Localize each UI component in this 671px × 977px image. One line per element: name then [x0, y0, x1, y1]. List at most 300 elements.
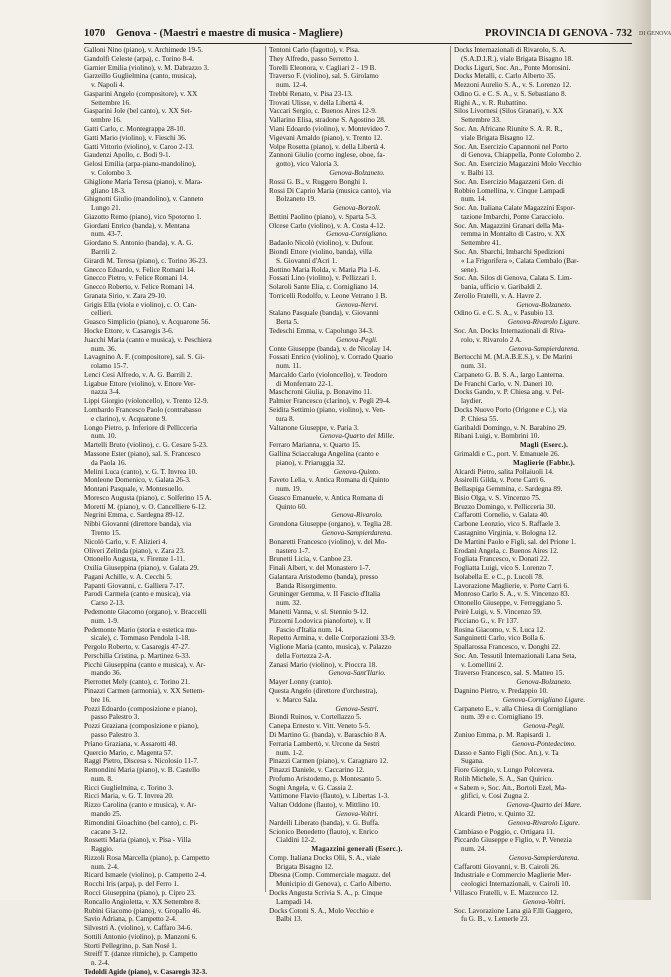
locality-heading: Genova-Cornigliano Ligure. [502, 695, 586, 704]
entry: Massone Ester (piano), sal. S. Francesco [84, 449, 201, 458]
column-2 [269, 46, 445, 924]
locality-heading: Genova-Bolzaneto. [329, 168, 385, 177]
entry: Montani Pasquale, v. Montesuello. [84, 485, 184, 494]
page-header [84, 28, 632, 42]
entry: Tentoni Carlo (fagotto), v. Pisa. [269, 46, 360, 54]
entry: Biondi Ettore (violino, banda), villa [269, 247, 373, 256]
entry: Ricci Guglielmina, c. Torino 3. [84, 783, 174, 792]
entry: Fiore Giorgio, v. Lungo Polcevera. [454, 766, 555, 775]
entry-continuation: gotto), vico Valoria 3. [276, 160, 339, 169]
entry-continuation: num. 19. [276, 485, 302, 494]
entry-continuation: fu G. B., v. Lemerle 23. [461, 915, 530, 924]
entry-continuation: Lungo 21. [91, 204, 121, 213]
entry: Giordani Enrico (banda), v. Mentana [84, 221, 190, 230]
entry: De Martini Paolo e Figli, sal. del Prione 1. [454, 537, 576, 546]
entry: Trebbi Renato, v. Pisa 23-13. [269, 89, 353, 98]
entry: Lombardo Francesco Paolo (contrabasso [84, 406, 202, 415]
locality-heading: Genova-Quinto. [333, 467, 381, 476]
entry-continuation: n. 2-4. [91, 959, 110, 968]
entry: Rolih Michele, S. A., San Quirico. [454, 774, 554, 783]
entry: Solaroli Sante Elia, c. Cornigliano 14. [269, 283, 379, 292]
entry-continuation: Quinto 60. [276, 502, 307, 511]
entry-continuation: S. Giovanni d'Acri 1. [276, 256, 337, 265]
entry: Isolabella E. e C., p. Lucoli 78. [454, 572, 544, 581]
entry: Silvestri A. (violino), v. Caffaro 34-6. [84, 924, 193, 933]
entry: Pagani Achille, v. A. Cecchi 5. [84, 572, 172, 581]
entry-continuation: v. Napoli 4. [91, 81, 125, 90]
entry: Moretti M. (piano), v. O. Cancelliere 6-12. [84, 502, 207, 511]
entry: Gaudenzi Apollo, c. Bodi 9-1. [84, 151, 171, 160]
entry: Lenci Cesi Alfredo, v. A. G. Barrili 2. [84, 370, 193, 379]
entry-continuation: Berta 5. [276, 318, 299, 327]
entry: Stalano Pasquale (banda), v. Giovanni [269, 309, 379, 318]
entry: Galloni Nino (piano), v. Archimede 19-5. [84, 46, 203, 54]
entry: Assirelli Gilda, v. Porte Carri 6. [454, 476, 546, 485]
entry: Bonaretti Francesco (violino), v. del Mo- [269, 537, 387, 546]
entry: Manetti Vanna, v. sl. Stennio 9-12. [269, 608, 369, 616]
entry-continuation: tura 8. [276, 414, 295, 423]
entry: Carpaneto G. B. S. A., largo Lanterna. [454, 370, 565, 379]
entry-continuation: num. 1-9. [91, 616, 119, 625]
locality-heading: Genova-Bolzaneto. [516, 678, 572, 687]
entry-continuation: bania, ufficio v. Garibaldi 2. [461, 283, 543, 292]
entry: Rossi Di Caprio Maria (musica canto), via [269, 186, 391, 195]
entry: Granata Sirio, v. Zara 29-10. [84, 291, 167, 300]
entry-continuation: Settembre 33. [461, 116, 501, 125]
entry-continuation: « La Frigorifera », Calata Cembalo (Bar- [461, 256, 579, 265]
entry: Carpaneto E., v. alla Chiesa di Cornigliano [454, 704, 578, 713]
entry-continuation: num. 43-7. [91, 230, 123, 239]
entry: Streiff T. (danze ritmiche), p. Campetto [84, 950, 198, 959]
entry: De Franchi Carlo, v. N. Daneri 10. [454, 379, 554, 388]
entry: Docks Nuovo Porto (Origone e C.), via [454, 406, 567, 415]
entry: Hocke Ettore, v. Casaregis 3-6. [84, 327, 174, 335]
column-divider [265, 46, 266, 892]
entry: Odino G. e C. S. A., v. S. Sebastiano 8. [454, 89, 567, 98]
entry: Docks Liguri, Soc. An., Ponte Morosini. [454, 63, 571, 72]
entry: Docks Metalli, c. Carlo Alberto 35. [454, 72, 556, 81]
entry: Viani Edoardo (violino), v. Montevideo 7. [269, 125, 390, 134]
entry: Gnecco Edoardo, v. Felice Romani 14. [84, 265, 196, 274]
locality-heading: Genova-Pegli. [336, 335, 378, 344]
entry: Juacchi Maria (canto e musica), v. Peschiera [84, 335, 212, 344]
entry: Tedeschi Emma, v. Capolungo 34-3. [269, 327, 374, 335]
entry: Soc. An. Esercizio Magazzeni Gen. di [454, 177, 564, 186]
column-divider [450, 46, 451, 892]
entry: Giordano S. Antonio (banda), v. A. G. [84, 239, 194, 248]
entry: Monroso Carlo S. A., v. S. Vincenzo 83. [454, 590, 570, 599]
entry: Soc. An. Sbarchi, Imbarchi Spedizioni [454, 247, 565, 256]
entry: Traverso F. (violino), sal. S. Girolamo [269, 72, 379, 81]
entry-continuation: v. Lomellini 2. [461, 660, 504, 669]
entry: Lavorazione Maglierie, v. Porte Carri 6. [454, 581, 569, 590]
entry: Garzeillo Guglielmina (canto, musica), [84, 72, 197, 81]
entry: Caffarotti Cornelio, v. Galata 40. [454, 511, 549, 520]
entry: Caffarotti Giovanni, v. B. Cairoli 26. [454, 862, 560, 871]
entry: Priano Graziana, v. Assarotti 48. [84, 739, 178, 748]
entry-continuation: Settembre 16. [91, 98, 131, 107]
entry: Soc. An. Docks Internazionali di Riva- [454, 327, 566, 335]
entry: Torricelli Rodolfo, v. Leone Vetrano 1 B. [269, 291, 388, 300]
entry: Mayer Lonny (canto). [269, 678, 333, 687]
entry-continuation: v. Balbi 13. [461, 168, 495, 177]
entry: Conte Giuseppe (banda), v. de Nicolay 14. [269, 344, 392, 353]
entry-continuation: Carso 2-13. [91, 599, 125, 608]
locality-heading: Genova-Sestri. [335, 704, 379, 713]
entry: Zanasi Mario (violino), v. Pioccra 18. [269, 660, 378, 669]
locality-heading: Genova-Quarto dei Mille. [319, 432, 395, 441]
entry: Marcaldo Carlo (violoncello), v. Teodoro [269, 370, 388, 379]
entry-continuation: rolamo 15-7. [91, 362, 129, 371]
entry: Pinazzi Carmen (piano), v. Caragnaro 12. [269, 757, 389, 766]
entry: Rubini Giacomo (piano), v. Gropallo 46. [84, 906, 201, 915]
entry-continuation: ceologici Internazionali, v. Cairoli 10. [461, 880, 571, 889]
entry: Zerollo Fratelli, v. A. Havre 2. [454, 291, 542, 300]
entry-continuation: piano), v. Priaruggia 32. [276, 458, 346, 467]
entry: Rossetti Maria (piano), v. Pisa - Villa [84, 836, 191, 845]
entry: Comp. Italiana Docks Olii, S. A., viale [269, 853, 381, 862]
entry: Traverso Francesco, sal. S. Matteo 15. [454, 669, 565, 678]
entry-continuation: cacane 3-12. [91, 827, 128, 836]
entry-continuation: v. Marco Sala. [276, 695, 318, 704]
entry: Castagnino Virginia, v. Bologna 12. [454, 528, 557, 537]
entry: Valtan Oddone (flauto), v. Mittlino 10. [269, 801, 380, 810]
entry: Soc. Lavorazione Lana già F.lli Gaggero, [454, 906, 573, 915]
entry: Sottili Antonio (violino), p. Manzoni 6. [84, 932, 198, 941]
entry: Guasco Emanuele, v. Antica Romana di [269, 493, 384, 502]
entry: Volpe Rosetta (piano), v. della Libertà 4. [269, 142, 386, 151]
entry: Faveto Lelia, v. Antica Romana di Quinto [269, 476, 390, 485]
entry: Galantara Aristodemo (banda), presso [269, 572, 378, 581]
entry: Gnecco Pietro, v. Felice Romani 14. [84, 274, 189, 283]
entry: Gandolfi Celeste (arpa), c. Torino 8-4. [84, 54, 194, 63]
entry-continuation: num. 36. [91, 344, 117, 353]
entry: Savio Adriana, p. Campetto 2-4. [84, 915, 177, 924]
entry: Bertocchi M. (M.A.B.E.S.), v. De Marini [454, 353, 573, 362]
entry-continuation: Trento 15. [91, 528, 121, 537]
entry: Silos Livornesi (Silos Granari), v. XX [454, 107, 564, 116]
entry: Docks Cotoni S. A., Molo Vecchio e [269, 906, 374, 915]
entry: Trovati Ulisse, v. della Libertà 4. [269, 98, 364, 107]
entry: Profumo Aristodemo, p. Montesanto 5. [269, 774, 382, 783]
entry: Finali Albert, v. del Monastero 1-7. [269, 564, 371, 573]
entry: Fogliata Francesco, v. Donati 22. [454, 555, 550, 564]
entry: Zuniuo Emma, p. M. Rapisardi 1. [454, 730, 551, 739]
entry: Grondona Giuseppe (organo), v. Teglia 28. [269, 520, 392, 529]
entry: Ligabue Ettore (violino), v. Ettore Ver- [84, 379, 196, 388]
entry: Docks Angusta Scrivia S. A., p. Cinque [269, 889, 383, 897]
entry-continuation: Cialdini 12-2. [276, 836, 316, 845]
entry: Fogliatta Luigi, vico S. Lorenzo 7. [454, 564, 554, 573]
entry: Gallina Sciaccaluga Angelina (canto e [269, 449, 379, 458]
entry-continuation: gliano 18-3. [91, 186, 126, 195]
entry: Canepa Ernesto v. Vitt. Veneto 5-5. [269, 722, 371, 731]
entry-continuation: num. 32. [276, 599, 302, 608]
entry: Sogni Angela, v. G. Cassia 2. [269, 783, 353, 792]
entry-continuation: remma in Montalto di Castro, v. XX [461, 230, 566, 239]
entry-continuation: di Monferrato 22-1. [276, 379, 333, 388]
entry: Sanguinetti Carlo, vico Bolla 6. [454, 634, 546, 643]
entry: Ribani Luigi, v. Bombrini 10. [454, 432, 540, 441]
entry: Gatti Vittorio (violino), v. Caroo 2-13. [84, 142, 194, 151]
locality-heading: Genova-Rivarolo Ligure. [507, 318, 581, 327]
entry-continuation: Bolzaneto 19. [276, 195, 316, 204]
entry: Nardelli Liberato (banda), v. G. Buffa. [269, 818, 380, 827]
entry: Oxilia Giuseppina (piano), v. Galata 29. [84, 564, 199, 573]
entry: Pizzorni Lodovica pianoforte), v. II [269, 616, 371, 625]
entry: « Sabem », Soc. An., Bortoli Ezel, Ma- [454, 783, 567, 792]
entry-continuation: Banda Risorgimento. [276, 581, 337, 590]
page-number-left: 1070 [84, 28, 106, 39]
entry: Peirè Luigi, v. S. Vincenzo 59. [454, 608, 542, 616]
entry: Vaccari Sergio, c. Buenos Aires 12-9. [269, 107, 377, 116]
entry-continuation: glifici, v. Cosi Zugna 2. [461, 792, 530, 801]
entry: Martelli Bruto (violino), c. G. Cesare 5-23. [84, 441, 208, 450]
entry-continuation: Sugana. [461, 757, 484, 766]
entry: Ghignotti Giulio (mandolino), v. Canneto [84, 195, 204, 204]
entry-continuation: sene). [461, 265, 478, 274]
entry: Pierrottet Mely (canto), c. Torino 21. [84, 678, 190, 687]
locality-heading: Genova-Sampierdarena. [321, 528, 393, 537]
locality-heading: Genova-Borzoli. [333, 204, 381, 213]
locality-heading: Genova-Sampierdarena. [508, 344, 580, 353]
locality-heading: Genova-Sampierdarena. [508, 853, 580, 862]
entry: Rocchi Iris (arpa), p. del Ferro 1. [84, 880, 179, 889]
entry-continuation: rolo, v. Rivarolo 2 A. [461, 335, 522, 344]
entry: Palmier Francesco (clarino), v. Pegli 29-4. [269, 397, 391, 406]
locality-heading: Genova-Voltri. [522, 897, 566, 906]
entry: Odino G. e C. S. A., v. Pasubio 13. [454, 309, 554, 318]
entry-continuation: e clarino), v. Acquarone 9. [91, 414, 167, 423]
entry: Gruninger Gemma, v. II Fascio d'Italia [269, 590, 381, 599]
entry-continuation: nazza 3-4. [91, 388, 121, 397]
entry: Badaolo Nicolò (violino), v. Dufour. [269, 239, 374, 248]
entry: Pinazzi Carmen (armonia), v. XX Settem- [84, 687, 205, 696]
entry: Nibbi Giovanni (direttore banda), via [84, 520, 192, 529]
entry: Pergolo Roberto, v. Casaregis 47-27. [84, 643, 190, 652]
entry: Biondi Ruinos, v. Cortellazzo 5. [269, 713, 362, 722]
entry: Vigevani Arnaldo (piano), v. Trento 12. [269, 133, 383, 142]
entry-continuation: mando 25. [91, 809, 122, 818]
entry: Ferraria Lambertò, v. Urcone da Sestri [269, 739, 380, 748]
entry: Guasco Simplicio (piano), v. Acquarone 56. [84, 318, 211, 327]
entry: Girardi M. Teresa (piano), c. Torino 36-23. [84, 256, 208, 265]
entry-continuation: num. 2-4. [91, 862, 119, 871]
entry-continuation: Fascio d'Italia num. 14. [276, 625, 344, 634]
entry: Gasparini Jole (bel canto), v. XX Set- [84, 107, 193, 116]
entry-continuation: Settembre 41. [461, 239, 501, 248]
entry-continuation: num. 39 e c. Cornigliano 19. [461, 713, 544, 722]
entry: Pozzi Edoardo (composizione e piano), [84, 704, 198, 713]
entry: Remondini Maria (piano), v. B. Castello [84, 766, 200, 775]
entry-continuation: tazione Imbarchi, Ponte Caracciolo. [461, 212, 565, 221]
entry: Carbone Leonzio, vico S. Raffaele 3. [454, 520, 561, 529]
entry: Di Martino G. (banda), v. Baraschio 8 A. [269, 730, 387, 739]
entry: Dagnino Pietro, v. Predappio 10. [454, 687, 548, 696]
entry: Cambiaso e Poggio, c. Ortigara 11. [454, 827, 555, 836]
entry-continuation: Lampadi 14. [276, 897, 313, 906]
entry: Piccardo Giuseppe e Figlio, v. P. Venezia [454, 836, 572, 845]
locality-heading: Genova-Nervi. [335, 300, 379, 309]
entry-continuation: (S.A.D.I.R.), viale Brigata Bisagno 18. [461, 54, 573, 63]
entry-continuation: num. 8. [91, 774, 113, 783]
entry-continuation: mando 36. [91, 669, 122, 678]
entry: Industriale e Commercio Maglierie Mer- [454, 871, 572, 880]
entry: Robbio Lomellina, v. Cinque Lampadi [454, 186, 565, 195]
entry: Rossi G. B., v. Ruggero Bonghi 1. [269, 177, 368, 186]
entry: Garnier Emilia (violino), v. M. Dabrazzo 3. [84, 63, 209, 72]
entry: Dasso e Santo Figli (Soc. An.), v. Ta [454, 748, 559, 757]
entry-continuation: Barrili 2. [91, 247, 117, 256]
entry: Monleone Domenico, v. Galata 26-3. [84, 476, 191, 485]
entry: Storti Pellegrino, p. San Nosé 1. [84, 941, 177, 950]
locality-heading: Genova-Voltri. [335, 809, 379, 818]
entry: Viglione Maria (canto, musica), v. Palazzo [269, 643, 392, 652]
entry: Soc. An. Esercizio Magazzini Molo Vecchio [454, 160, 582, 169]
entry-continuation: num. 14. [461, 195, 487, 204]
entry: Rocci Giuseppina (piano), p. Cipro 23. [84, 889, 196, 897]
entry-continuation: num. 11. [276, 362, 302, 371]
entry-continuation: tembre 16. [91, 116, 122, 125]
entry: Rosina Giacomo, v. S. Luca 12. [454, 625, 546, 634]
page-number-right: 732 [616, 28, 632, 39]
entry: Valtanone Giuseppe, v. Paria 3. [269, 423, 359, 432]
entry: Rizzo Carolina (canto e musica), v. Ar- [84, 801, 197, 810]
entry: Garibaldi Domingo, v. N. Barabino 29. [454, 423, 567, 432]
entry: Dbesna (Comp. Commerciale magazz. del [269, 871, 391, 880]
entry: Longo Pietro, p. Inferiore di Pellicceria [84, 423, 198, 432]
entry: Giazotto Remo (piano), vico Spotorno 1. [84, 212, 202, 221]
entry: Bellaspiga Gemmina, c. Sardegna 89. [454, 485, 563, 494]
entry: Brunetti Licia, v. Canboe 23. [269, 555, 353, 564]
entry: Vattimone Flavio (flauto), v. Libertas 1-3. [269, 792, 390, 801]
entry-continuation: di Genova, Chiappella, Ponte Colombo 2. [461, 151, 582, 160]
entry: Pedemonte Mario (storia e estetica mu- [84, 625, 198, 634]
locality-heading: Genova-Cornigliano. [326, 230, 388, 239]
entry: Gnecco Roberto, v. Felice Romani 14. [84, 283, 195, 292]
province-label: PROVINCIA DI GENOVA [485, 28, 608, 39]
locality-heading: Genova-Rivarolo Ligure. [507, 818, 581, 827]
entry: Ricci Maria, v. G. T. Invrea 20. [84, 792, 174, 801]
entry: Alcardi Pietro, v. Quinto 32. [454, 809, 536, 818]
entry: Ottonello Giuseppe, v. Ferreggiano 5. [454, 599, 563, 608]
entry: Ferraro Marianna, v. Quarto 15. [269, 441, 361, 450]
entry-continuation: Municipio di Genova), c. Carlo Alberto. [276, 880, 392, 889]
entry: Quercio Mario, c. Magenta 57. [84, 748, 173, 757]
entry-continuation: bre 16. [91, 695, 111, 704]
entry: Soc. An. Tessutil Internazionali Lana Seta, [454, 651, 577, 660]
entry: Spallarossa Francesco, v. Donghi 22. [454, 643, 561, 652]
section-heading: Magazzini generali (Eserc.). [311, 845, 403, 854]
entry: Gatti Mario (violino), v. Fieschi 36. [84, 133, 187, 142]
entry: Pozzi Graziana (composizione e piano), [84, 722, 199, 731]
entry-continuation: laydier. [461, 397, 483, 406]
entry: Docks Internazionali di Rivarolo, S. A. [454, 46, 567, 54]
entry: Pinazzi Daniele, v. Caccarino 12. [269, 766, 365, 775]
entry-continuation: v. Colombo 3. [91, 168, 132, 177]
entry: Negrini Emma, c. Sardegna 89-12. [84, 511, 184, 520]
entry: Fossati Enrico (violino), v. Corrado Quario [269, 353, 393, 362]
entry: Picciano G., v. Fr 137. [454, 616, 519, 625]
entry-continuation: sicale), c. Tommaso Pendola 1-18. [91, 634, 190, 643]
entry: Soc. An. Africane Riunite S. A. R. R., [454, 125, 563, 134]
entry: Bottino Maria Rolda, v. Maria Pia 1-6. [269, 265, 381, 274]
entry: Perschilla Cristina, p. Martinez 6-33. [84, 651, 191, 660]
entry: Torelli Eleonora, v. Cagliari 2 - 19 B. [269, 63, 377, 72]
entry: Ottonello Augusta, v. Firenze 1-11. [84, 555, 185, 564]
locality-heading: Genova-Quarto dei Mare. [506, 801, 582, 810]
entry: Scionico Benedetto (flauto), v. Enrico [269, 827, 378, 836]
entry: Olcese Carlo (violino), v. A. Costa 4-12. [269, 221, 386, 230]
entry: Rizzoli Rosa Marcella (piano), p. Campetto [84, 853, 210, 862]
entry: Ricard Ismaele (violino), p. Campetto 2-4. [84, 871, 207, 880]
entry: Bruzzo Domingo, v. Pellicceria 30. [454, 502, 556, 511]
entry: Melini Luca (canto), v. G. T. Invrea 10. [84, 467, 198, 476]
entry: Vallarino Elisa, stradone S. Agostino 28. [269, 116, 386, 125]
locality-heading: Genova-Bolzaneto. [516, 300, 572, 309]
entry-continuation: num. 24. [461, 845, 487, 854]
section-heading: Magli (Eserc.). [519, 441, 569, 450]
entry: Gelosi Emilia (arpa-piano-mandolino), [84, 160, 196, 169]
entry: Papanti Giovanni, c. Galliera 7-17. [84, 581, 185, 590]
entry-continuation: num. 31. [461, 362, 487, 371]
entry: Fossati Lino (violino), v. Pellizzari 1. [269, 274, 377, 283]
entry: Mezzoni Aurelio S. A., v. S. Lorenzo 12. [454, 81, 572, 90]
entry: Repetto Armina, v. delle Corporazioni 33-9. [269, 634, 396, 643]
entry: Grigis Ella (viola e violino), c. O. Can- [84, 300, 197, 309]
entry: Picchi Giuseppina (canto e musica), v. Ar- [84, 660, 206, 669]
header-rule [84, 43, 632, 44]
entry: Questa Angelo (direttore d'orchestra), [269, 687, 378, 696]
column-3 [454, 46, 634, 924]
entry: Bisio Olga, v. S. Vincenzo 75. [454, 493, 541, 502]
entry-continuation: num. 10. [91, 432, 117, 441]
entry-continuation: cellieri. [91, 309, 113, 318]
entry-continuation: num. 1-2. [276, 748, 304, 757]
entry-continuation: da Paola 16. [91, 458, 127, 467]
entry: Soc. An. Italiana Calate Magazzini Espor- [454, 204, 576, 213]
entry: Grimaldi e C., port. V. Emanuele 26. [454, 449, 560, 458]
entry: Nicolò Carlo, v. F. Alizieri 4. [84, 537, 168, 546]
column-1 [84, 46, 260, 977]
entry: Raggi Pietro, Discesa s. Nicolosio 11-7. [84, 757, 199, 766]
entry: Rimondini Gioachino (bel canto), c. Pi- [84, 818, 198, 827]
entry: Alcardi Pietro, salita Pollaiuoli 14. [454, 467, 554, 476]
entry: Lippi Giorgio (violoncello), v. Trento 12-9. [84, 397, 209, 406]
entry-continuation: Balbi 13. [276, 915, 303, 924]
entry: Gatti Carlo, c. Montegrappa 28-10. [84, 125, 186, 134]
entry: Villasco Fratelli, v. E. Mazzucco 12. [454, 889, 559, 897]
locality-heading: Genova-Pontedecimo. [511, 739, 577, 748]
running-title: Genova - (Maestri e maestre di musica - Magliere) [116, 28, 343, 39]
entry-continuation: viale Brigata Bisagno 12. [461, 133, 535, 142]
entry: Seidita Settimio (piano, violino), v. Ven- [269, 406, 386, 415]
entry-continuation: P. Chiesa 55. [461, 414, 499, 423]
entry: Moresco Augusta (piano), c. Solferino 15 A. [84, 493, 212, 502]
locality-heading: Genova-Pegli. [523, 722, 565, 731]
entry-continuation: passo Palestro 3. [91, 730, 140, 739]
entry: Gasparini Angelo (compositore), v. XX [84, 89, 198, 98]
entry-continuation: Raggio. [91, 845, 114, 854]
entry: Docks Gando, v. P. Chiesa ang. v. Pel- [454, 388, 565, 397]
locality-heading: Genova-Rivarolo. [331, 511, 383, 520]
entry: Roncallo Angioletta, v. XX Settembre 8. [84, 897, 201, 906]
entry: Lavagnino A. F. (compositore), sal. S. Gi- [84, 353, 205, 362]
entry-continuation: num. 12-4. [276, 81, 308, 90]
locality-heading: Genova-Sant'Ilario. [328, 669, 386, 678]
entry-continuation: passo Palestro 3. [91, 713, 140, 722]
entry: They Alfredo, passo Serretto 1. [269, 54, 359, 63]
